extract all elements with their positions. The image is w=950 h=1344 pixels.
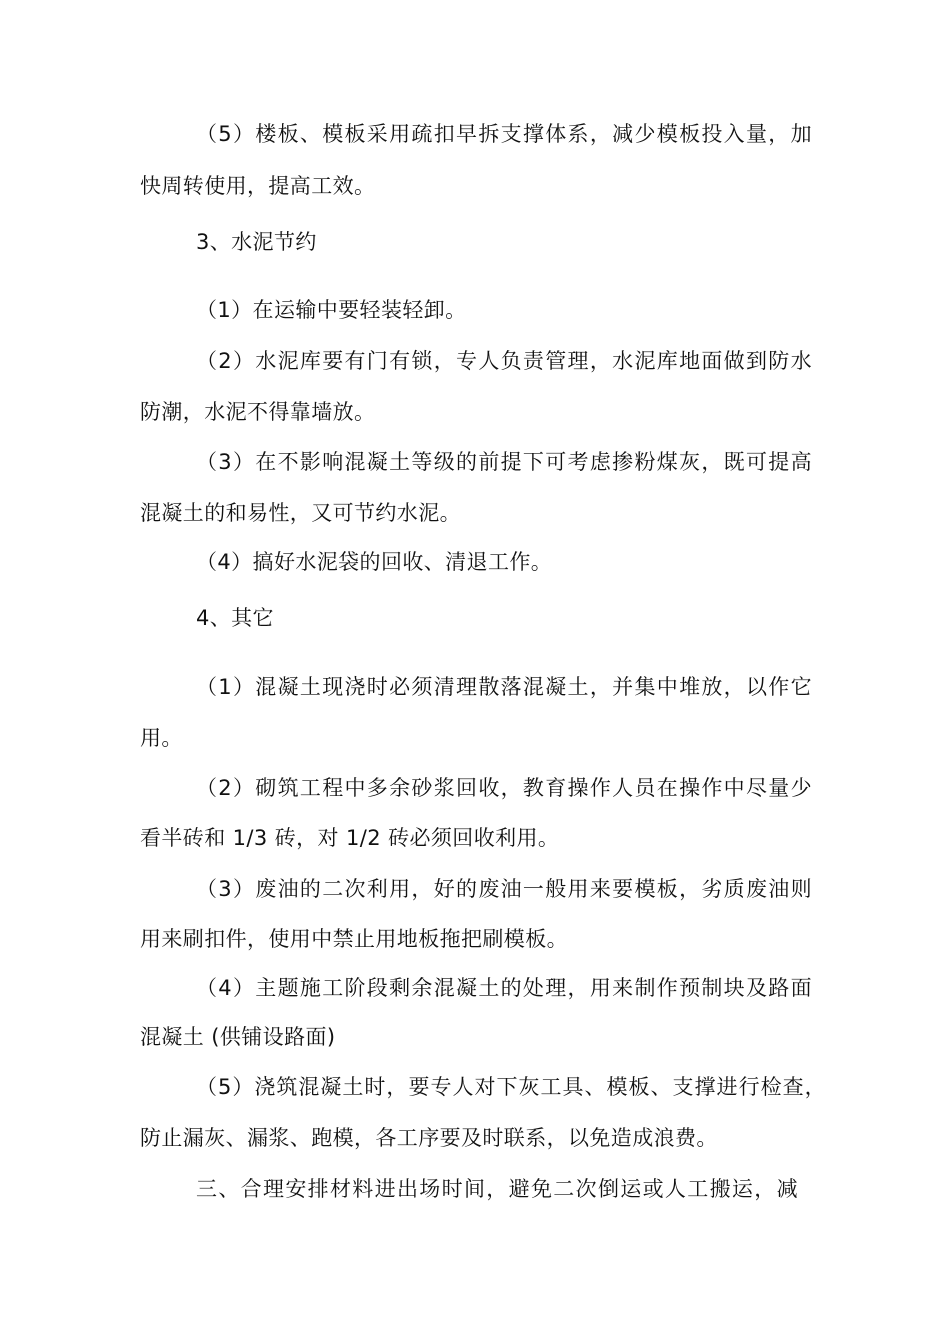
paragraph-line: 三、合理安排材料进出场时间，避免二次倒运或人工搬运，减: [196, 1177, 798, 1201]
paragraph-line: （3）在不影响混凝土等级的前提下可考虑掺粉煤灰，既可提高: [196, 450, 812, 474]
paragraph-line: 防止漏灰、漏浆、跑模，各工序要及时联系，以免造成浪费。: [140, 1126, 718, 1150]
section-heading: 3、水泥节约: [196, 230, 317, 254]
paragraph-line: 用。: [140, 726, 183, 750]
section-heading: 4、其它: [196, 606, 274, 630]
paragraph-line: （2）砌筑工程中多余砂浆回收，教育操作人员在操作中尽量少: [196, 776, 812, 800]
paragraph-line: （2）水泥库要有门有锁，专人负责管理，水泥库地面做到防水: [196, 349, 812, 373]
paragraph-line: 防潮，水泥不得靠墙放。: [140, 400, 376, 424]
paragraph-line: 快周转使用，提高工效。: [140, 174, 376, 198]
paragraph-line: （1）混凝土现浇时必须清理散落混凝土，并集中堆放，以作它: [196, 675, 812, 699]
paragraph-line: （5）浇筑混凝土时，要专人对下灰工具、模板、支撑进行检查，: [196, 1075, 826, 1099]
paragraph-line: 用来刷扣件，使用中禁止用地板拖把刷模板。: [140, 927, 568, 951]
paragraph-line: （4）搞好水泥袋的回收、清退工作。: [196, 550, 553, 574]
paragraph-line: （5）楼板、模板采用疏扣早拆支撑体系，减少模板投入量，加: [196, 122, 812, 146]
paragraph-line: 看半砖和 1/3 砖，对 1/2 砖必须回收利用。: [140, 826, 560, 850]
paragraph-line: （3）废油的二次利用，好的废油一般用来要模板，劣质废油则: [196, 877, 812, 901]
paragraph-line: （4）主题施工阶段剩余混凝土的处理，用来制作预制块及路面: [196, 976, 812, 1000]
paragraph-line: 混凝土的和易性，又可节约水泥。: [140, 501, 461, 525]
paragraph-line: （1）在运输中要轻装轻卸。: [196, 298, 467, 322]
paragraph-line: 混凝土 (供铺设路面): [140, 1025, 336, 1049]
